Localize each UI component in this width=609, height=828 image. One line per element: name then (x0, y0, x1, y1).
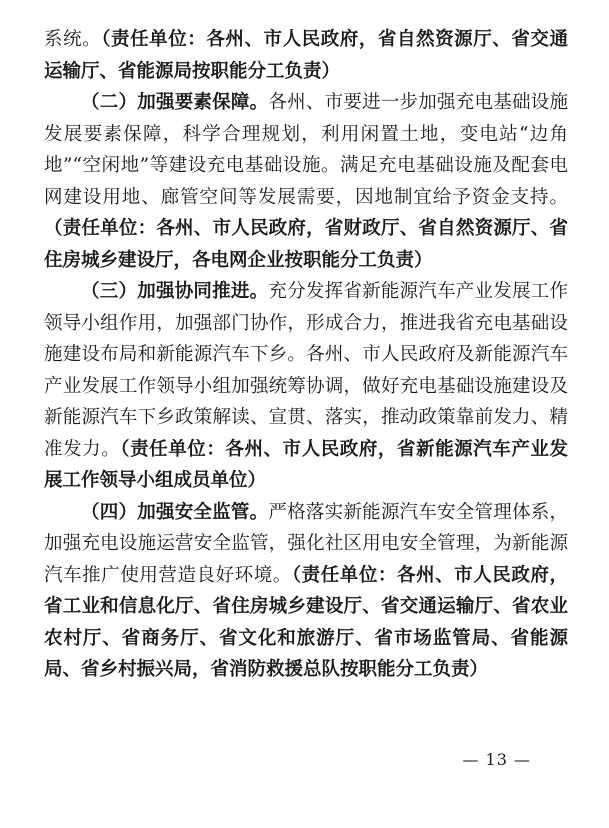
section-3-body: 充分发挥省新能源汽车产业发展工作领导小组作用，加强部门协作，形成合力，推进我省充电基础设施建设布局和新能源汽车下乡。各州、市人民政府及新能源汽车产业发展工作领导小组加强统筹协调，做好充电基础设施建设及新能源汽车下乡政策解读、宣贯、落实，推动政策靠前发力、精准发力。 (44, 281, 568, 460)
section-3-heading: （三）加强协同推进。 (81, 281, 269, 302)
section-3-responsibility: （责任单位：各州、市人民政府，省新能源汽车产业发展工作领导小组成员单位） (44, 438, 568, 491)
body-text (44, 24, 568, 686)
section-3-paragraph (44, 276, 568, 497)
section-4-body: 严格落实新能源汽车安全管理体系，加强充电设施运营安全监管，强化社区用电安全管理，为新能源汽车推广使用营造良好环境。 (44, 501, 568, 586)
continuation-responsibility: （责任单位：各州、市人民政府，省自然资源厅、省交通运输厅、省能源局按职能分工负责） (44, 29, 568, 82)
section-2-paragraph (44, 87, 568, 276)
continuation-body: 系统。 (44, 29, 102, 50)
section-4-responsibility: （责任单位：各州、市人民政府，省工业和信息化厅、省住房城乡建设厅、省交通运输厅、省农业农村厅、省商务厅、省文化和旅游厅、省市场监管局、省能源局、省乡村振兴局，省消防救援总队按职能分工负责） (44, 564, 568, 680)
section-2-responsibility: （责任单位：各州、市人民政府，省财政厅、省自然资源厅、省住房城乡建设厅，各电网企业按职能分工负责） (44, 218, 568, 271)
page-number: — 13 — (462, 750, 531, 769)
section-4-paragraph (44, 497, 568, 686)
section-2-heading: （二）加强要素保障。 (81, 92, 269, 113)
section-4-heading: （四）加强安全监管。 (81, 501, 269, 523)
continuation-paragraph (44, 24, 568, 87)
section-2-body: 各州、市要进一步加强充电基础设施发展要素保障，科学合理规划，利用闲置土地，变电站“边角地”“空闲地”等建设充电基础设施。满足充电基础设施及配套电网建设用地、廊管空间等发展需要，因地制宜给予资金支持。 (44, 92, 568, 208)
